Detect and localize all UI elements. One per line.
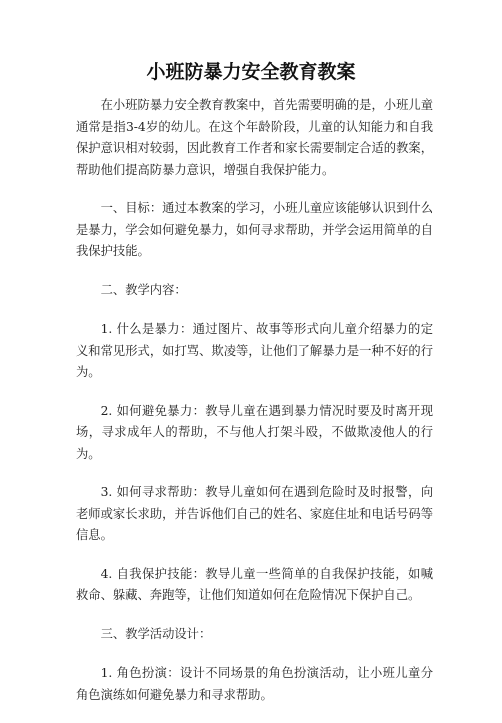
paragraph-seek-help: 3. 如何寻求帮助：教导儿童如何在遇到危险时及时报警，向老师或家长求助，并告诉他们自己的姓名、家庭住址和电话号码等信息。 [76,485,433,542]
paragraph-activity-design-heading: 三、教学活动设计： [100,626,212,641]
paragraph-avoid-violence: 2. 如何避免暴力：教导儿童在遇到暴力情况时要及时离开现场，寻求成年人的帮助，不与他人打架斗殴，不做欺凌他人的行为。 [76,403,433,461]
paragraph-role-play: 1. 角色扮演：设计不同场景的角色扮演活动，让小班儿童分角色演练如何避免暴力和寻求帮助。 [76,666,433,702]
paragraph-self-protection-skills: 4. 自我保护技能：教导儿童一些简单的自我保护技能，如喊救命、躲藏、奔跑等，让他们知道如何在危险情况下保护自己。 [76,566,433,602]
document-body [76,95,433,723]
paragraph-what-is-violence: 1. 什么是暴力：通过图片、故事等形式向儿童介绍暴力的定义和常见形式，如打骂、欺凌等，让他们了解暴力是一种不好的行为。 [76,322,433,379]
document-title: 小班防暴力安全教育教案 [146,61,356,83]
paragraph-teaching-content-heading: 二、教学内容： [100,282,187,297]
paragraph-objective: 一、目标：通过本教案的学习，小班儿童应该能够认识到什么是暴力，学会如何避免暴力，如何寻求帮助，并学会运用简单的自我保护技能。 [76,201,433,258]
paragraph-intro: 在小班防暴力安全教育教案中，首先需要明确的是，小班儿童通常是指3-4岁的幼儿。在这个年龄阶段，儿童的认知能力和自我保护意识相对较弱，因此教育工作者和家长需要制定合适的教案，帮助他们提高防暴力意识，增强自我保护能力。 [76,98,433,177]
